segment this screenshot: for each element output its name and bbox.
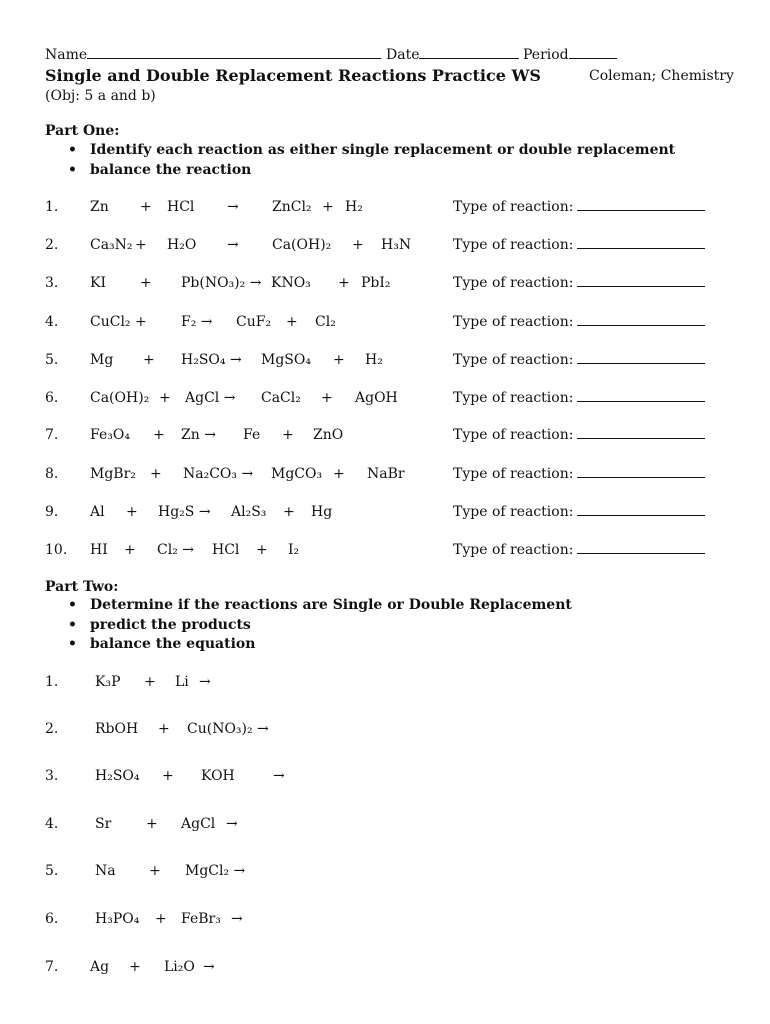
reaction-type-label: Type of reaction:: [453, 199, 574, 215]
page-title: Single and Double Replacement Reactions Practice WS: [45, 66, 541, 85]
reaction-number: 4.: [45, 816, 59, 832]
reaction-type-field[interactable]: [453, 542, 705, 558]
reaction-term: AgCl: [181, 816, 216, 832]
plus-sign: +: [143, 352, 155, 368]
reaction-term: Sr: [95, 816, 112, 832]
reaction-term: MgCO₃: [271, 466, 323, 482]
arrow-icon: →: [226, 816, 238, 832]
reaction-row: [45, 427, 745, 447]
reaction-number: 6.: [45, 911, 59, 927]
reaction-number: 2.: [45, 721, 59, 737]
plus-sign: +: [144, 674, 156, 690]
reaction-term: FeBr₃: [181, 911, 221, 927]
reaction-term: H₂: [345, 199, 363, 215]
reaction-row: [45, 768, 745, 788]
reaction-number: 2.: [45, 237, 59, 253]
reaction-number: 7.: [45, 959, 59, 975]
plus-sign: +: [140, 199, 152, 215]
reaction-term: Hg₂S →: [158, 504, 211, 520]
reaction-type-label: Type of reaction:: [453, 427, 574, 443]
reaction-term: Na₂CO₃ →: [183, 466, 254, 482]
reaction-type-field[interactable]: [453, 275, 705, 291]
reaction-term: HCl: [167, 199, 195, 215]
reaction-term: Ca₃N₂: [90, 237, 133, 253]
date-field[interactable]: [386, 47, 519, 63]
instruction-item: • balance the reaction: [45, 162, 675, 182]
plus-sign: +: [333, 466, 345, 482]
reaction-type-blank[interactable]: [577, 209, 705, 211]
reaction-type-label: Type of reaction:: [453, 390, 574, 406]
reaction-term: Ag: [90, 959, 110, 975]
period-field[interactable]: [523, 47, 617, 63]
reaction-term: KOH: [201, 768, 235, 784]
period-blank[interactable]: [569, 57, 617, 59]
plus-sign: +: [126, 504, 138, 520]
reaction-type-field[interactable]: [453, 466, 705, 482]
plus-sign: +: [129, 959, 141, 975]
reaction-row: [45, 863, 745, 883]
plus-sign: +: [135, 314, 147, 330]
reaction-term: I₂: [288, 542, 300, 558]
reaction-term: Ca(OH)₂: [272, 237, 332, 253]
reaction-term: HI: [90, 542, 108, 558]
reaction-term: Cu(NO₃)₂ →: [187, 721, 269, 737]
reaction-row: [45, 275, 745, 295]
reaction-term: AgOH: [355, 390, 398, 406]
part-two-heading: Part Two:: [45, 579, 119, 595]
reaction-number: 3.: [45, 275, 59, 291]
arrow-icon: →: [203, 959, 215, 975]
reaction-term: Cl₂ →: [157, 542, 194, 558]
reaction-term: Fe: [243, 427, 261, 443]
plus-sign: +: [149, 863, 161, 879]
reaction-term: Li: [175, 674, 189, 690]
reaction-term: Al: [90, 504, 105, 520]
reaction-term: Hg: [311, 504, 333, 520]
reaction-row: [45, 466, 745, 486]
reaction-term: CaCl₂: [261, 390, 301, 406]
date-label: Date: [386, 47, 420, 63]
reaction-term: Na: [95, 863, 116, 879]
arrow-icon: →: [273, 768, 285, 784]
plus-sign: +: [153, 427, 165, 443]
reaction-type-blank[interactable]: [577, 247, 705, 249]
plus-sign: +: [338, 275, 350, 291]
plus-sign: +: [333, 352, 345, 368]
name-blank[interactable]: [87, 57, 381, 59]
reaction-type-label: Type of reaction:: [453, 466, 574, 482]
instruction-item: • Determine if the reactions are Single or Double Replacement: [45, 597, 572, 617]
reaction-type-blank[interactable]: [577, 400, 705, 402]
reaction-term: Pb(NO₃)₂ →: [181, 275, 262, 291]
reaction-number: 4.: [45, 314, 59, 330]
reaction-term: Cl₂: [315, 314, 336, 330]
reaction-row: [45, 237, 745, 257]
arrow-icon: →: [199, 674, 211, 690]
reaction-number: 1.: [45, 199, 59, 215]
reaction-type-blank[interactable]: [577, 285, 705, 287]
plus-sign: +: [155, 911, 167, 927]
reaction-term: AgCl →: [185, 390, 236, 406]
arrow-icon: →: [231, 911, 243, 927]
reaction-term: Fe₃O₄: [90, 427, 130, 443]
part-one-instructions: [45, 142, 675, 181]
plus-sign: +: [282, 427, 294, 443]
reaction-term: K₃P: [95, 674, 121, 690]
plus-sign: +: [150, 466, 162, 482]
arrow-icon: →: [227, 199, 239, 215]
reaction-type-label: Type of reaction:: [453, 237, 574, 253]
plus-sign: +: [159, 390, 171, 406]
reaction-term: CuF₂: [236, 314, 272, 330]
instruction-item: • predict the products: [45, 617, 572, 637]
reaction-type-field[interactable]: [453, 237, 705, 253]
reaction-number: 5.: [45, 863, 59, 879]
reaction-row: [45, 721, 745, 741]
plus-sign: +: [140, 275, 152, 291]
reaction-number: 5.: [45, 352, 59, 368]
reaction-number: 1.: [45, 674, 59, 690]
objective: (Obj: 5 a and b): [45, 88, 156, 104]
reaction-type-blank[interactable]: [577, 437, 705, 439]
reaction-term: NaBr: [367, 466, 405, 482]
reaction-row: [45, 959, 745, 979]
reaction-term: H₂: [365, 352, 383, 368]
reaction-term: ZnCl₂: [272, 199, 312, 215]
reaction-row: [45, 314, 745, 334]
reaction-type-label: Type of reaction:: [453, 504, 574, 520]
reaction-type-blank[interactable]: [577, 362, 705, 364]
reaction-term: H₂SO₄: [95, 768, 140, 784]
reaction-type-label: Type of reaction:: [453, 314, 574, 330]
reaction-row: [45, 816, 745, 836]
reaction-term: MgBr₂: [90, 466, 136, 482]
reaction-number: 10.: [45, 542, 68, 558]
reaction-term: H₂O: [167, 237, 197, 253]
plus-sign: +: [124, 542, 136, 558]
reaction-type-field[interactable]: [453, 427, 705, 443]
plus-sign: +: [146, 816, 158, 832]
reaction-term: Zn: [90, 199, 109, 215]
reaction-row: [45, 674, 745, 694]
reaction-term: Zn →: [181, 427, 216, 443]
reaction-term: PbI₂: [361, 275, 391, 291]
reaction-row: [45, 352, 745, 372]
reaction-type-blank[interactable]: [577, 476, 705, 478]
reaction-type-field[interactable]: [453, 390, 705, 406]
plus-sign: +: [322, 199, 334, 215]
reaction-type-label: Type of reaction:: [453, 542, 574, 558]
reaction-term: MgCl₂ →: [185, 863, 246, 879]
reaction-row: [45, 504, 745, 524]
reaction-term: Mg: [90, 352, 114, 368]
reaction-term: Li₂O: [164, 959, 195, 975]
part-one-heading: Part One:: [45, 123, 120, 139]
plus-sign: +: [352, 237, 364, 253]
reaction-type-blank[interactable]: [577, 514, 705, 516]
plus-sign: +: [283, 504, 295, 520]
reaction-term: H₂SO₄ →: [181, 352, 242, 368]
reaction-row: [45, 199, 745, 219]
reaction-term: Al₂S₃: [231, 504, 267, 520]
reaction-term: ZnO: [313, 427, 344, 443]
reaction-term: RbOH: [95, 721, 139, 737]
reaction-number: 3.: [45, 768, 59, 784]
reaction-term: KNO₃: [271, 275, 311, 291]
arrow-icon: →: [227, 237, 239, 253]
plus-sign: +: [321, 390, 333, 406]
reaction-type-label: Type of reaction:: [453, 275, 574, 291]
reaction-type-blank[interactable]: [577, 324, 705, 326]
author: Coleman; Chemistry: [589, 68, 734, 84]
instruction-item: • Identify each reaction as either single replacement or double replacement: [45, 142, 675, 162]
reaction-type-field[interactable]: [453, 504, 705, 520]
part-two-instructions: [45, 597, 572, 656]
reaction-type-blank[interactable]: [577, 552, 705, 554]
date-blank[interactable]: [419, 57, 519, 59]
name-label: Name: [45, 47, 88, 63]
reaction-row: [45, 542, 745, 562]
reaction-type-label: Type of reaction:: [453, 352, 574, 368]
reaction-number: 6.: [45, 390, 59, 406]
reaction-number: 8.: [45, 466, 59, 482]
reaction-term: KI: [90, 275, 106, 291]
reaction-term: Ca(OH)₂: [90, 390, 150, 406]
plus-sign: +: [158, 721, 170, 737]
reaction-type-field[interactable]: [453, 314, 705, 330]
reaction-term: HCl: [212, 542, 240, 558]
plus-sign: +: [162, 768, 174, 784]
plus-sign: +: [135, 237, 147, 253]
reaction-number: 7.: [45, 427, 59, 443]
reaction-term: H₃PO₄: [95, 911, 140, 927]
instruction-item: • balance the equation: [45, 636, 572, 656]
plus-sign: +: [256, 542, 268, 558]
reaction-row: [45, 911, 745, 931]
reaction-number: 9.: [45, 504, 59, 520]
reaction-type-field[interactable]: [453, 352, 705, 368]
name-field[interactable]: [45, 47, 381, 63]
reaction-type-field[interactable]: [453, 199, 705, 215]
reaction-term: H₃N: [381, 237, 412, 253]
plus-sign: +: [286, 314, 298, 330]
reaction-term: CuCl₂: [90, 314, 131, 330]
period-label: Period: [523, 47, 569, 63]
reaction-row: [45, 390, 745, 410]
reaction-term: MgSO₄: [261, 352, 311, 368]
reaction-term: F₂ →: [181, 314, 213, 330]
